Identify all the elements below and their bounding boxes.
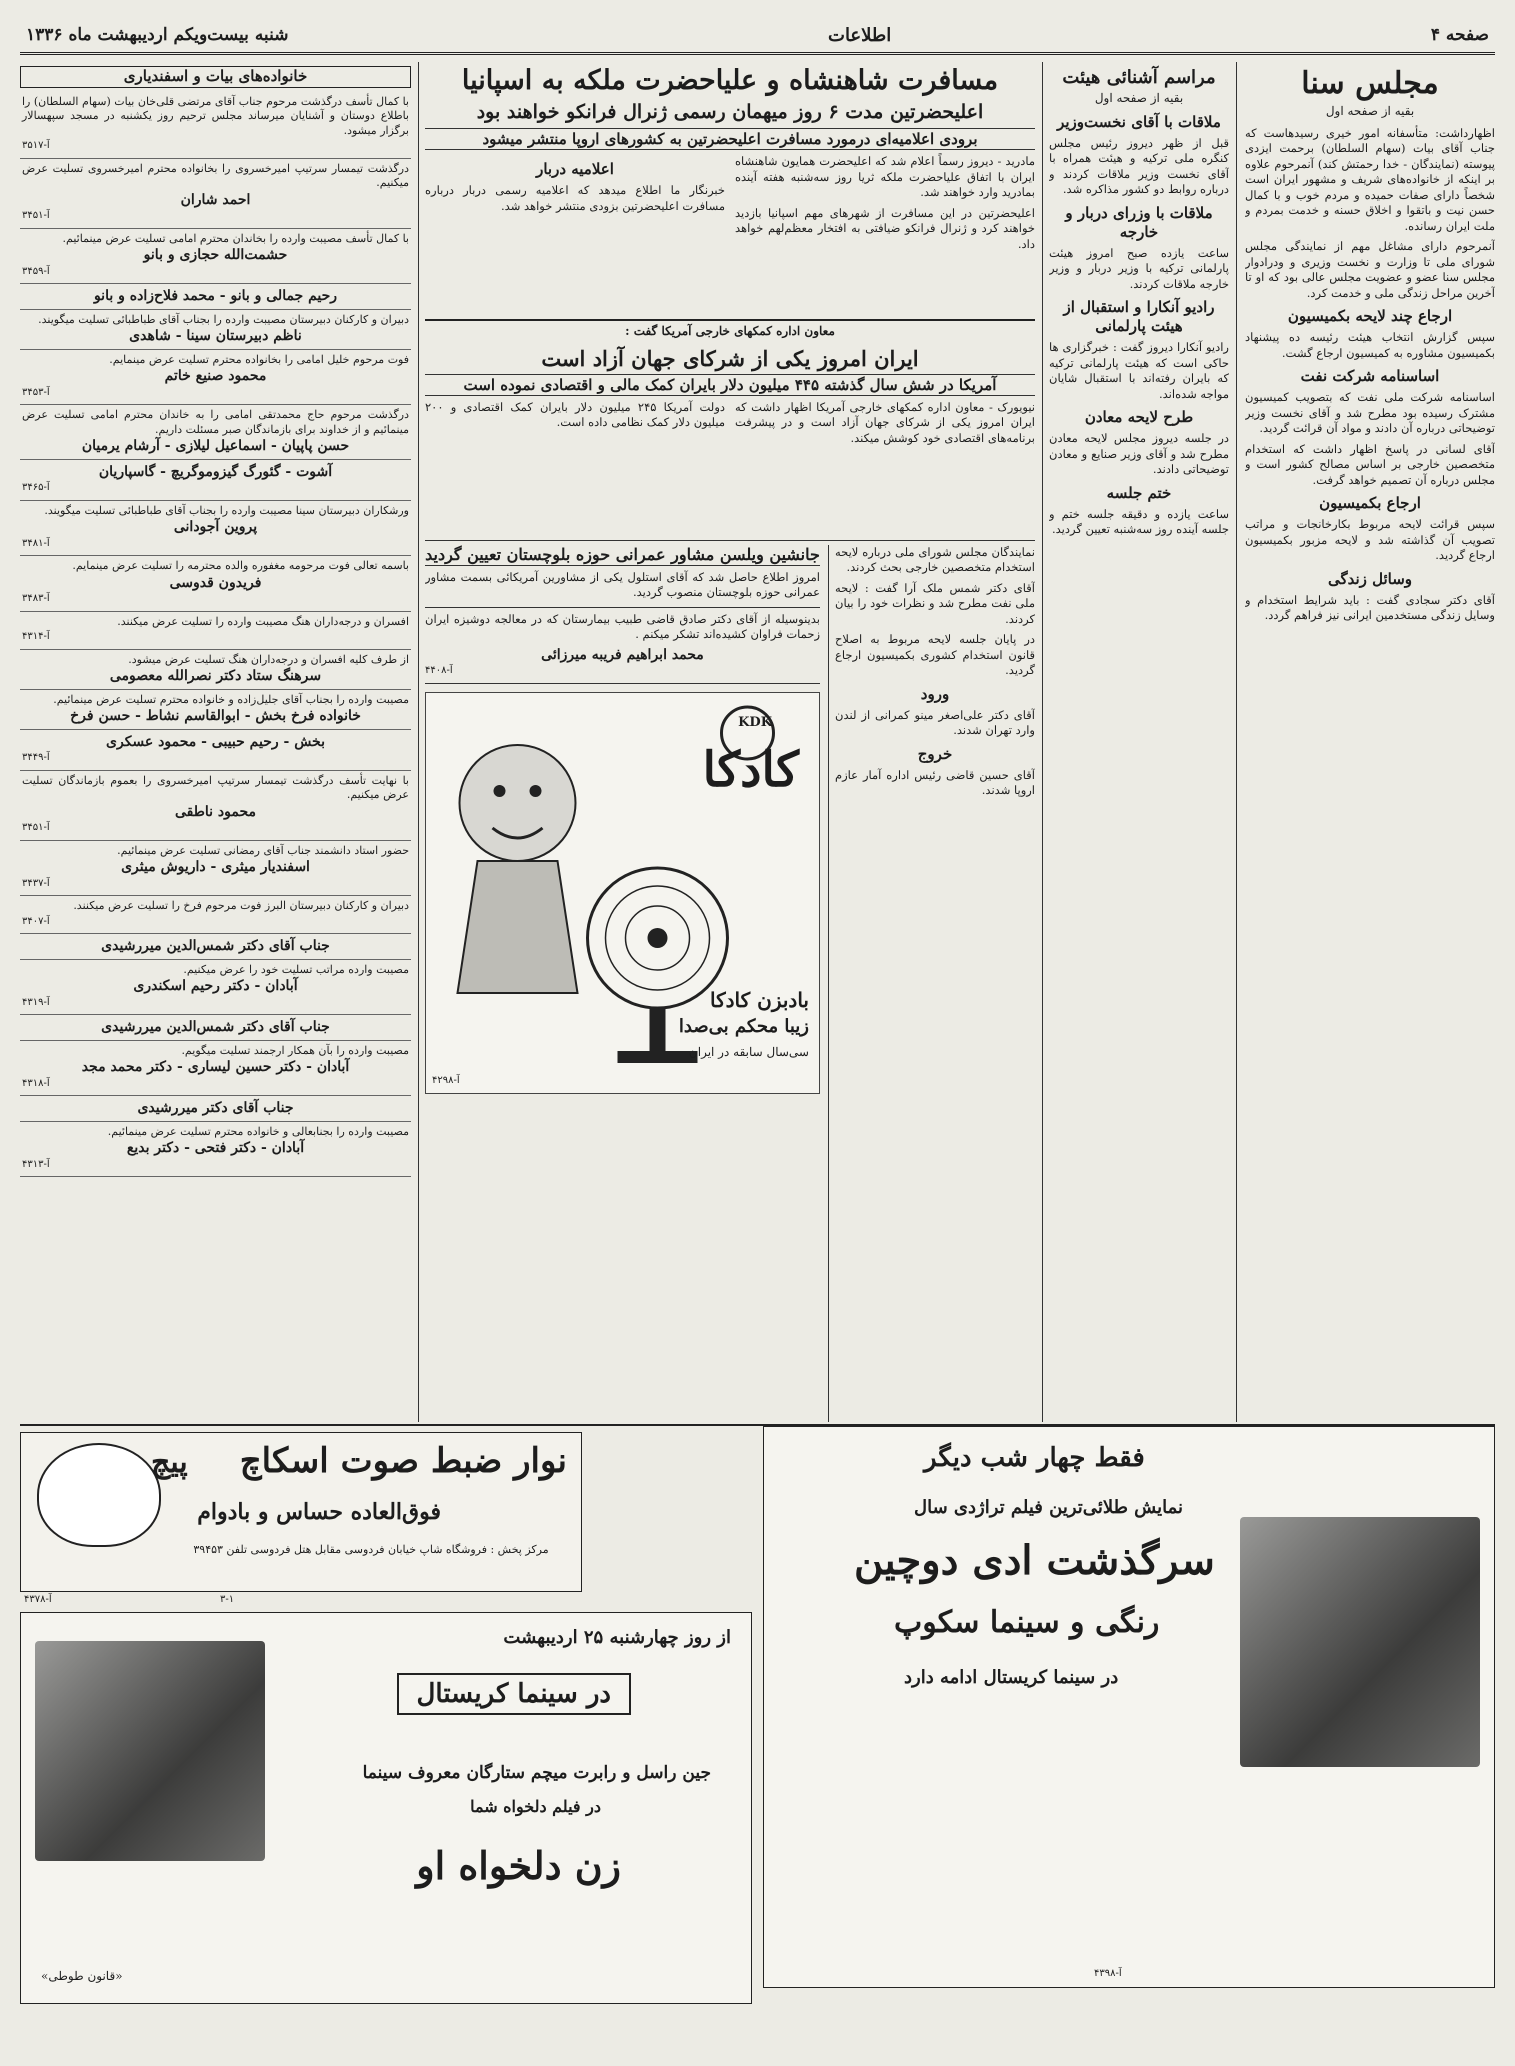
cinema-left-role: در فیلم دلخواه شما <box>470 1797 601 1816</box>
condolence-item <box>20 1122 411 1178</box>
condolence-signature: جناب آقای دکتر میررشیدی <box>137 1100 294 1116</box>
senate-paragraph: سپس گزارش انتخاب هیئت رئیسه ده پیشنهاد بکمیسیون مشاوره به کمیسیون ارجاع گشت. <box>1245 330 1495 360</box>
condolence-ref: آ-۳۴۵۱ <box>22 822 50 833</box>
ceremony-heading: ملاقات با وزرای دربار و خارجه <box>1065 203 1213 241</box>
baluch-paragraph: امروز اطلاع حاصل شد که آقای استلول یکی از مشاورین آمریکائی بسمت مشاور عمرانی حوزه بلوچستان منصوب گردید. <box>425 569 820 599</box>
condolence-text: مصیبت وارده را بآن همکار ارجمند تسلیت میگویم. <box>181 1043 409 1057</box>
newspaper-page <box>20 18 1495 2028</box>
left-lower-center <box>425 545 820 1423</box>
condolence-signature: سرهنگ ستاد دکتر نصرالله معصومی <box>109 668 322 684</box>
senate-heading: اساسنامه شرکت نفت <box>1300 367 1440 385</box>
condolence-text: مصیبت وارده را بجنابعالی و خانواده محترم تسلیت عرض مینمائیم. <box>107 1124 409 1138</box>
baluch-headline: جانشین ویلسن مشاور عمرانی حوزه بلوچستان تعیین گردید <box>425 544 820 564</box>
senate-paragraph: سپس قرائت لایحه مربوط بکارخانجات و مراتب تصویب آن گذاشته شد و لایحه مزبور بکمیسیون ارجاع گردید. <box>1245 517 1495 562</box>
condolence-signature: محمود صنیع خاتم <box>164 368 267 384</box>
aid-article <box>425 319 1035 540</box>
condolence-text: باسمه تعالی فوت مرحومه مغفوره والده محترمه را تسلیت عرض مینمایم. <box>72 559 409 572</box>
arrival-paragraph: آقای دکتر علی‌اصغر مینو کمرانی از لندن وارد تهران شدند. <box>835 707 1035 737</box>
ceremony-paragraph: ساعت یازده و دقیقه جلسه ختم و جلسه آینده روز سه‌شنبه تعیین گردید. <box>1049 506 1229 536</box>
kdk-slogan: بادبزن کادکا <box>710 987 809 1012</box>
aid-headline: ایران امروز یکی از شرکای جهان آزاد است <box>425 346 1035 375</box>
issue-date: شنبه بیست‌ویکم اردیبهشت ماه ۱۳۳۶ <box>26 25 289 45</box>
condolence-item <box>20 934 411 960</box>
condolence-signature: محمود ناطقی <box>174 803 257 820</box>
cinema-right-venue: در سینما کریستال ادامه دارد <box>904 1667 1119 1688</box>
condolence-signature: فریدون قدوسی <box>169 574 262 591</box>
condolence-item <box>20 771 411 841</box>
condolence-text: مصیبت وارده مراتب تسلیت خود را عرض میکنیم. <box>183 962 409 976</box>
cartoon-icon <box>37 1443 161 1547</box>
condolence-column <box>20 62 411 1422</box>
condolence-item <box>20 1096 411 1122</box>
center-block <box>425 62 1035 1422</box>
ceremony-paragraph: در جلسه دیروز مجلس لایحه معادن مطرح شد و آقای وزیر صنایع و معادن توضیحاتی دادند. <box>1049 431 1229 476</box>
condolence-signature: خانواده فرخ بخش - ابوالقاسم نشاط - حسن فرخ <box>70 708 361 724</box>
condolence-item <box>20 730 411 771</box>
page-number: صفحه ۴ <box>1430 25 1489 45</box>
condolence-item <box>20 1041 411 1097</box>
condolence-text: مصیبت وارده را بجناب آقای جلیل‌زاده و خانواده محترم تسلیت عرض مینمائیم. <box>53 692 409 706</box>
cinema-right-ref: آ-۴۳۹۸ <box>1094 1968 1122 1979</box>
departure-heading: خروج <box>917 744 953 763</box>
condolence-signature: آبادان - دکتر حسین لیساری - دکتر محمد مجد <box>81 1059 350 1075</box>
column-rule <box>1236 62 1237 1422</box>
condolence-signature: جناب آقای دکتر شمس‌الدین میررشیدی <box>101 1019 330 1035</box>
ceremony-paragraph: ساعت یازده صبح امروز هیئت پارلمانی ترکیه با وزیر دربار و وزیر خارجه ملاقات کردند. <box>1049 245 1229 291</box>
condolence-item <box>20 960 411 1016</box>
condolence-item <box>20 650 411 690</box>
condolence-header: خانواده‌های بیات و اسفندیاری <box>20 66 411 88</box>
condolence-text: فوت مرحوم خلیل امامی را بخانواده محترم تسلیت عرض مینمایم. <box>109 352 409 366</box>
condolence-item <box>20 460 411 501</box>
senate-heading: وسائل زندگی <box>1327 569 1413 588</box>
trip-subhead-2: برودی اعلامیه‌ای درمورد مسافرت اعلیحضرتین به کشورهای اروپا منتشر میشود <box>425 129 1035 150</box>
trip-subhead: اعلیحضرتین مدت ۶ روز میهمان رسمی ژنرال فرانکو خواهند بود <box>425 100 1035 129</box>
senate-paragraph: آقای دکتر سجادی گفت : باید شرایط استخدام و وسایل زندگی مستخدمین ایرانی نیز فراهم گردد. <box>1245 592 1495 622</box>
cinema-right-title: سرگذشت ادی دوچین <box>854 1537 1215 1584</box>
condolence-signature: آبادان - دکتر فتحی - دکتر بدیع <box>126 1140 305 1156</box>
condolence-ref: آ-۳۴۶۵ <box>22 482 50 493</box>
condolence-text: با کمال تأسف مصیبت وارده را بخاندان محترم امامی تسلیت عرض مینمائیم. <box>62 231 409 245</box>
condolence-item <box>20 841 411 897</box>
cinema-left-stars: جین راسل و رابرت میچم ستارگان معروف سینما <box>362 1763 711 1783</box>
cinema-left-note: «قانون طوطی» <box>41 1969 123 1983</box>
aid-kicker: معاون اداره کمکهای خارجی آمریکا گفت : <box>625 324 835 338</box>
kdk-fan-ad <box>425 692 820 1094</box>
kdk-brand: کادکا <box>702 741 799 798</box>
condolence-item <box>20 310 411 350</box>
notice-ref: آ-۴۴۰۸ <box>425 665 453 676</box>
departure-paragraph: آقای حسین قاضی رئیس اداره آمار عازم اروپا شدند. <box>835 767 1035 797</box>
cinema-left-title: زن دلخواه او <box>416 1843 621 1888</box>
majlis-paragraph: نمایندگان مجلس شورای ملی درباره لایحه استخدام متخصصین خارجی بحث کردند. <box>835 544 1035 574</box>
tape-tagline: فوق‌العاده حساس و بادوام <box>197 1499 441 1525</box>
condolence-signature: آشوت - گئورگ گیزوموگریچ - گاسپاریان <box>98 463 333 480</box>
condolence-item <box>20 690 411 730</box>
tape-ref-2: ۳-۱ <box>220 1594 235 1605</box>
cinema-right-format: رنگی و سینما سکوپ <box>894 1605 1160 1640</box>
tape-headline: نوار ضبط صوت اسکاچ <box>239 1441 567 1481</box>
trip-paragraph: خبرنگار ما اطلاع میدهد که اعلامیه رسمی دربار درباره مسافرت اعلیحضرتین بزودی منتشر خواهد شد. <box>425 183 725 213</box>
majlis-paragraph: آقای دکتر شمس ملک آرا گفت : لایحه ملی نفت مطرح شد و نظرات خود را بیان کردند. <box>835 580 1035 626</box>
condolence-item <box>20 284 411 310</box>
thanks-notice <box>425 607 820 684</box>
senate-heading: ارجاع بکمیسیون <box>1319 494 1421 512</box>
condolence-text: از طرف کلیه افسران و درجه‌داران هنگ تسلیت عرض میشود. <box>128 652 409 666</box>
condolence-item <box>20 229 411 285</box>
column-rule <box>1042 62 1043 1422</box>
condolence-signature: جناب آقای دکتر شمس‌الدین میررشیدی <box>101 938 330 954</box>
condolence-ref: آ-۴۳۱۸ <box>22 1077 50 1089</box>
ceremony-heading: رادیو آنکارا و استقبال از هیئت پارلمانی <box>1063 298 1215 335</box>
condolence-signature: بخش - رحیم حبیبی - محمود عسکری <box>106 733 325 750</box>
condolence-ref: آ-۳۴۳۷ <box>22 877 50 889</box>
condolence-signature: ناظم دبیرستان سینا - شاهدی <box>129 328 302 344</box>
trip-heading: اعلامیه دربار <box>536 160 614 178</box>
cinema-left-venue: در سینما کریستال <box>397 1673 631 1715</box>
condolence-ref: آ-۳۵۱۷ <box>22 140 50 151</box>
condolence-signature: احمد شاران <box>180 191 251 208</box>
condolence-ref: آ-۳۴۵۱ <box>22 210 50 221</box>
aid-subhead: آمریکا در شش سال گذشته ۴۴۵ میلیون دلار بایران کمک مالی و اقتصادی نموده است <box>425 375 1035 396</box>
condolence-ref: آ-۳۴۴۹ <box>22 752 50 763</box>
arrival-heading: ورود <box>920 684 950 703</box>
ceremony-title: مراسم آشنائی هیئت <box>1062 67 1216 88</box>
majlis-column <box>828 545 1035 1423</box>
condolence-item <box>20 896 411 934</box>
senate-paragraph: آنمرحوم دارای مشاغل مهم از نمایندگی مجلس شورای ملی تا وزارت و نخست وزیری و ودرادوار مجلس سنا عضو و عضویت مجلس عالی بود که او تا آخرین مراحل زندگی ملی و خدمت کرد. <box>1245 239 1495 300</box>
condolence-item <box>20 350 411 406</box>
tape-brand: پیچ <box>151 1445 188 1480</box>
cinema-left-date: از روز چهارشنبه ۲۵ اردیبهشت <box>503 1627 731 1648</box>
condolence-item <box>20 92 411 159</box>
trip-paragraph: مادرید - دیروز رسماً اعلام شد که اعلیحضرت همایون شاهنشاه ایران با اتفاق علیاحضرت ملکه ثریا روز سه‌شنبه هفته آینده بمادرید وارد خواهند شد. <box>735 154 1035 199</box>
senate-continued: بقیه از صفحه اول <box>1325 104 1415 118</box>
condolence-text: ورشکاران دبیرستان سینا مصیبت وارده را بجناب آقای طباطبائی تسلیت میگویند. <box>44 503 409 517</box>
cinema-ad-left <box>20 1612 752 2004</box>
aid-paragraph: نیویورک - معاون اداره کمکهای خارجی آمریکا اظهار داشت که ایران امروز یکی از شرکای جهان آزاد است و در پیشرفت برنامه‌های اقتصادی خود کوشش میکند. <box>735 399 1035 445</box>
condolence-text: حضور استاد دانشمند جناب آقای رمضانی تسلیت عرض مینمائیم. <box>117 843 409 857</box>
aid-paragraph: دولت آمریکا ۲۴۵ میلیون دلار بایران کمک اقتصادی و ۲۰۰ میلیون دلار کمک نظامی داده است. <box>425 399 725 429</box>
condolence-item <box>20 612 411 650</box>
ceremony-heading: ملاقات با آقای نخست‌وزیر <box>1057 112 1221 131</box>
condolence-item <box>20 501 411 557</box>
notice-signature: محمد ابراهیم فریبه میرزائی <box>541 646 704 663</box>
movie-still-photo <box>35 1641 265 1861</box>
condolence-ref: آ-۳۴۰۷ <box>22 915 50 927</box>
senate-title: مجلس سنا <box>1301 66 1439 101</box>
senate-paragraph: اساسنامه شرکت ملی نفت که بتصویب کمیسیون مشترک رسیده بود مطرح شد و آقای نخست وزیر توضیحاتی درباره آن دادند و مواد آن قرائت گردید. <box>1245 390 1495 435</box>
condolence-signature: حشمت‌الله حجازی و بانو <box>143 247 288 263</box>
condolence-signature: پروین آجودانی <box>173 519 258 535</box>
ceremony-heading: ختم جلسه <box>1106 483 1172 502</box>
bottom-ads <box>20 1426 1495 2006</box>
condolence-ref: آ-۴۳۱۹ <box>22 996 50 1008</box>
condolence-text: درگذشت مرحوم حاج محمدتقی امامی را به خاندان محترم امامی تسلیت عرض مینمائیم و از خداوند برای بازماندگان صبر مسئلت داریم. <box>22 408 409 436</box>
condolence-text: دبیران و کارکنان دبیرستان مصیبت وارده را بجناب آقای طباطبائی تسلیت میگویند. <box>38 312 409 326</box>
kdk-slogan: زیبا محکم بی‌صدا <box>678 1015 809 1037</box>
condolence-ref: آ-۳۴۸۳ <box>22 593 50 604</box>
ceremony-heading: طرح لایحه معادن <box>1084 408 1194 426</box>
cinema-right-line: نمایش طلائی‌ترین فیلم تراژدی سال <box>914 1497 1184 1518</box>
main-grid <box>20 62 1495 1422</box>
ceremony-continued: بقیه از صفحه اول <box>1094 91 1184 105</box>
condolence-item <box>20 556 411 612</box>
condolence-ref: آ-۳۴۵۹ <box>22 265 50 277</box>
condolence-text: درگذشت تیمسار سرتیپ امیرخسروی را بخانواده محترم امیرخسروی تسلیت عرض میکنیم. <box>22 161 409 189</box>
kdk-logo: KDK <box>738 714 772 730</box>
condolence-signature: آبادان - دکتر رحیم اسکندری <box>133 978 298 994</box>
trip-body <box>425 154 1035 319</box>
condolence-signature: رحیم جمالی و بانو - محمد فلاح‌زاده و بانو <box>93 288 338 304</box>
ceremony-column <box>1049 62 1229 1422</box>
ceremony-paragraph: رادیو آنکارا دیروز گفت : خبرگزاری ها حاکی است که هیئت پارلمانی ترکیه که بایران رفته‌اند با استقبال شایان مواجه شده‌اند. <box>1049 340 1229 401</box>
aid-body <box>425 400 1035 540</box>
condolence-text: با کمال تأسف درگذشت مرحوم جناب آقای مرتضی قلی‌خان بیات (سهام السلطان) را باطلاع دوستان و آشنایان میرساند مجلس ترحیم روز یکشنبه در مسجد سپهسالار برگزار میشود. <box>22 94 409 137</box>
condolence-text: افسران و درجه‌داران هنگ مصیبت وارده را تسلیت عرض میکنند. <box>117 614 409 628</box>
column-rule <box>418 62 419 1422</box>
condolence-item <box>20 405 411 460</box>
notice-text: بدینوسیله از آقای دکتر صادق قاضی طبیب بیمارستان که در معالجه دوشیزه ایران زحمات فراوان کشیده‌اند تشکر میکنم . <box>425 611 820 641</box>
condolence-item <box>20 1015 411 1041</box>
condolence-signature: حسن پاپیان - اسماعیل لیلازی - آرشام یرمیان <box>81 438 350 454</box>
condolence-ref: آ-۴۳۱۴ <box>22 631 50 642</box>
senate-column <box>1245 62 1495 1422</box>
tape-ref: آ-۴۳۷۸ <box>24 1594 52 1605</box>
condolence-ref: آ-۳۴۵۳ <box>22 386 50 398</box>
lower-center <box>425 540 1035 1423</box>
kdk-ref: آ-۴۲۹۸ <box>432 1075 460 1086</box>
senate-heading: ارجاع چند لایحه بکمیسیون <box>1287 307 1453 325</box>
trip-paragraph: اعلیحضرتین در این مسافرت از شهرهای مهم اسپانیا بازدید خواهند کرد و ژنرال فرانکو ضیافتی به افتخار معظم‌لهم خواهد داد. <box>735 205 1035 251</box>
ceremony-paragraph: قبل از ظهر دیروز رئیس مجلس کنگره ملی ترکیه و هیئت همراه با آقای نخست وزیر ملاقات کردند و درباره روابط دو کشور مذاکره شد. <box>1049 135 1229 196</box>
scotch-tape-ad <box>20 1432 582 1592</box>
eddy-duchin-photo <box>1240 1517 1480 1767</box>
senate-paragraph: آقای لسانی در پاسخ اظهار داشت که استخدام متخصصین خارجی بر اساس مصالح کشور است و مجلس درباره آن تصمیم خواهد گرفت. <box>1245 441 1495 487</box>
cinema-ad-right <box>763 1426 1495 1988</box>
trip-headline: مسافرت شاهنشاه و علیاحضرت ملکه به اسپانیا <box>461 65 999 96</box>
kdk-slogan: سی‌سال سابقه در ایران <box>688 1044 809 1059</box>
condolence-ref: آ-۳۴۸۱ <box>22 537 50 549</box>
majlis-paragraph: در پایان جلسه لایحه مربوط به اصلاح قانون استخدام کشوری بکمیسیون ارجاع گردید. <box>835 632 1035 677</box>
condolence-text: با نهایت تأسف درگذشت تیمسار سرتیپ امیرخسروی را بعموم بازماندگان تسلیت عرض میکنیم. <box>22 773 409 801</box>
condolence-signature: اسفندیار میثری - داریوش میثری <box>121 859 310 875</box>
masthead <box>20 18 1495 55</box>
condolence-ref: آ-۴۳۱۳ <box>22 1158 50 1170</box>
senate-paragraph: اظهارداشت: متأسفانه امور خیری رسیدهاست که جناب آقای بیات (سهام السلطان) برحمت ایزدی پیوسته (نمایندگان - خدا رحمتش کند) آنمرحوم علاوه بر اینکه از خانواده‌های شریف و مشهور ایران است شخصاً دارای صفات حمیده و مردم خوب و با کمال حسن نیت و باتقوا و اخلاق حسنه و خدمت بمردم و ملت ایران رسانده. <box>1245 125 1495 233</box>
condolence-item <box>20 159 411 229</box>
condolence-text: دبیران و کارکنان دبیرستان البرز فوت مرحوم فرخ را تسلیت عرض میکنند. <box>73 899 409 912</box>
tape-address: مرکز پخش : فروشگاه شاپ خیابان فردوسی مقابل هتل فردوسی تلفن ۳۹۴۵۳ <box>193 1543 549 1556</box>
newspaper-name: اطلاعات <box>828 24 892 46</box>
cinema-right-top: فقط چهار شب دیگر <box>924 1443 1145 1473</box>
